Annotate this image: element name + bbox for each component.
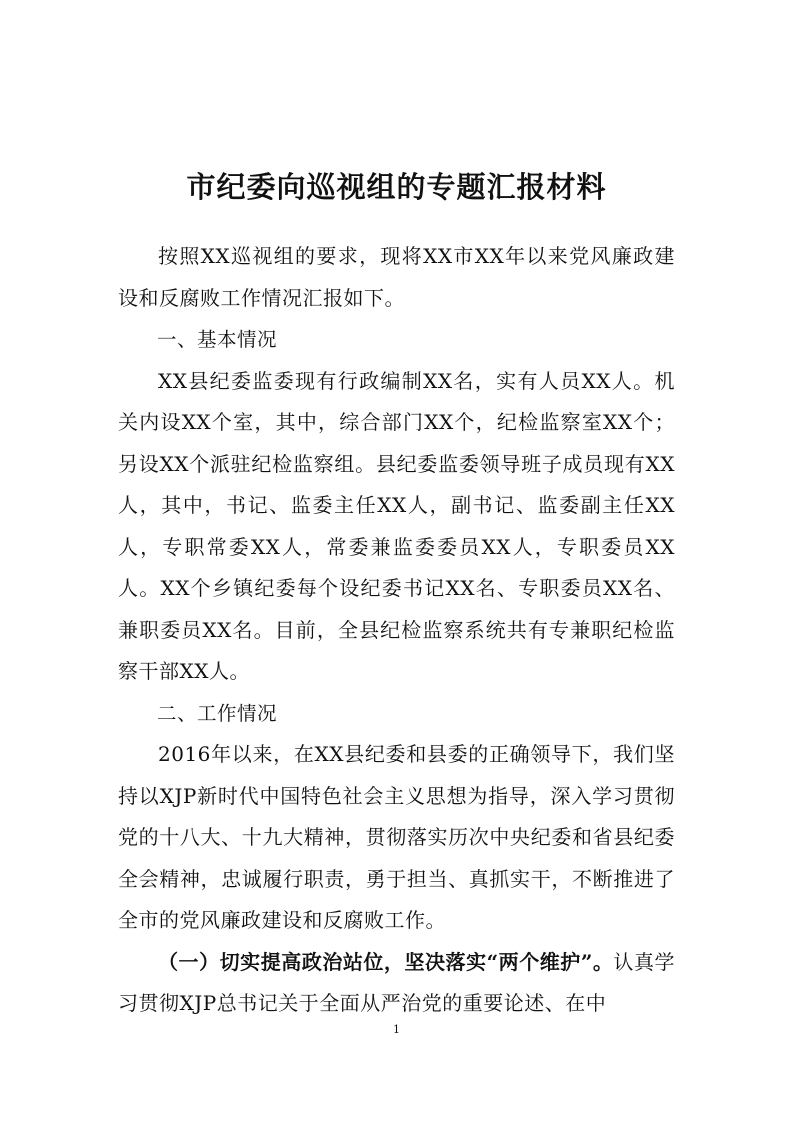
work-situation-paragraph: 2016年以来，在XX县纪委和县委的正确领导下，我们坚持以XJP新时代中国特色社会主义思想为指导，深入学习贯彻党的十八大、十九大精神，贯彻落实历次中央纪委和省县纪委全会精神，忠诚履行职责，勇于担当、真抓实干，不断推进了全市的党风廉政建设和反腐败工作。 <box>118 742 675 932</box>
page-number: 1 <box>393 1023 400 1036</box>
subsection-text: 认真学习贯彻XJP总书记关于全面从严治党的重要论述、在中 <box>118 949 676 1015</box>
document-body <box>118 236 675 1025</box>
section-heading-basic: 一、基本情况 <box>157 328 278 351</box>
intro-paragraph: 按照XX巡视组的要求，现将XX市XX年以来党风廉政建设和反腐败工作情况汇报如下。 <box>118 244 675 310</box>
subsection-paragraph <box>118 942 675 1025</box>
document-title: 市纪委向巡视组的专题汇报材料 <box>186 170 607 204</box>
basic-situation-paragraph: XX县纪委监委现有行政编制XX名，实有人员XX人。机关内设XX个室，其中，综合部门XX个，纪检监察室XX个；另设XX个派驻纪检监察组。县纪委监委领导班子成员现有XX人，其中，书记、监委主任XX人，副书记、监委副主任XX人，专职常委XX人，常委兼监委委员XX人，专职委员XX人。XX个乡镇纪委每个设纪委书记XX名、专职委员XX名、兼职委员XX名。目前，全县纪检监察系统共有专兼职纪检监察干部XX人。 <box>118 368 675 683</box>
section-heading-work: 二、工作情况 <box>157 701 278 725</box>
subsection-lead: （一）切实提高政治站位，坚决落实“两个维护”。 <box>158 949 614 974</box>
